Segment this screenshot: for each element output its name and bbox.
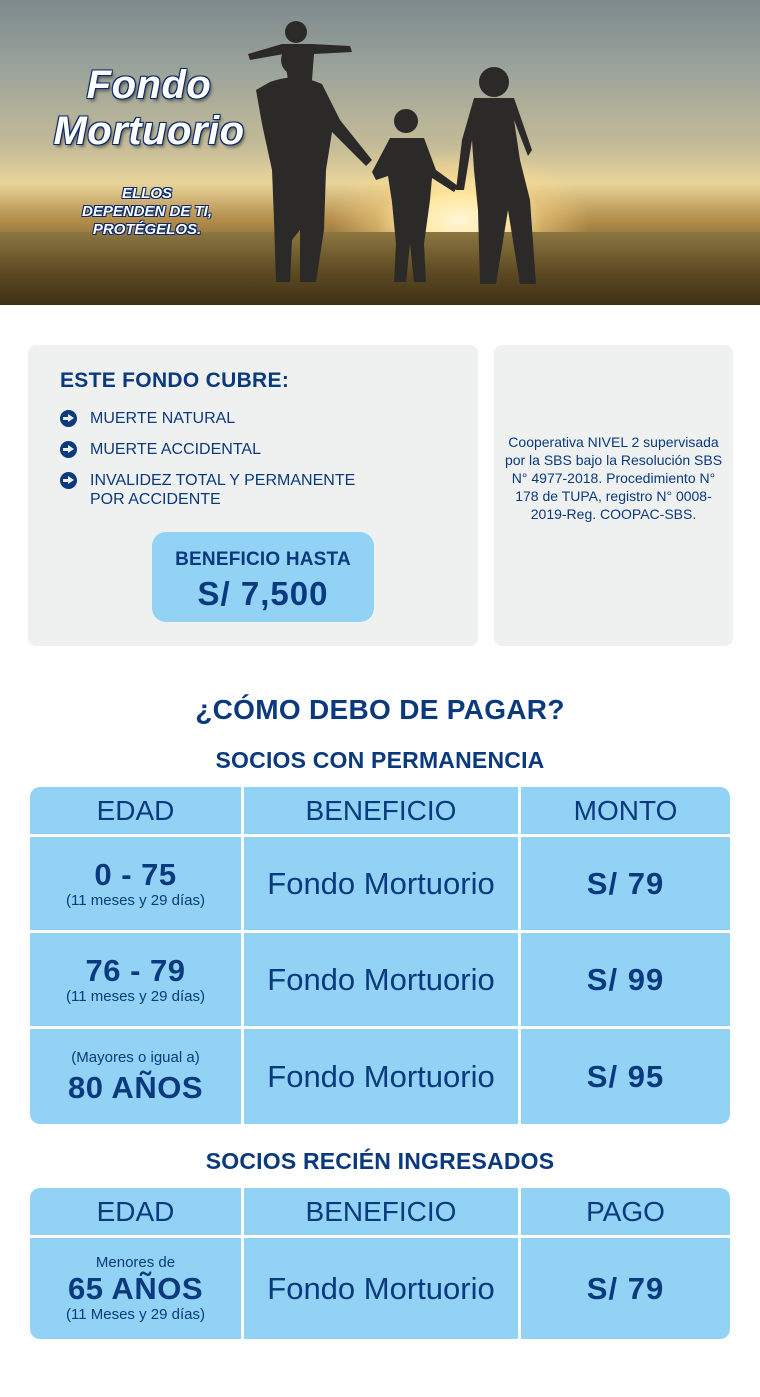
table-row xyxy=(30,1238,730,1339)
amount-cell: S/ 79 xyxy=(521,1238,730,1339)
hero-tagline xyxy=(54,185,240,239)
age-range: 0 - 75 xyxy=(94,856,177,892)
benefit-cell: Fondo Mortuorio xyxy=(244,1029,518,1124)
age-range: 65 AÑOS xyxy=(67,1270,203,1306)
header-cell-payment: PAGO xyxy=(521,1188,730,1235)
table-row xyxy=(30,837,730,930)
age-prefix: Menores de xyxy=(95,1253,176,1271)
age-note: (11 Meses y 29 días) xyxy=(66,1305,205,1323)
amount-cell: S/ 95 xyxy=(521,1029,730,1124)
hero-title xyxy=(34,62,264,154)
hero-title-line2: Mortuorio xyxy=(53,109,245,153)
table-row xyxy=(30,933,730,1026)
regulation-panel xyxy=(494,345,733,646)
arrow-right-icon xyxy=(60,441,77,458)
age-range: 80 AÑOS xyxy=(67,1069,203,1105)
arrow-right-icon xyxy=(60,472,77,489)
table-row xyxy=(30,1029,730,1124)
header-cell-amount: MONTO xyxy=(521,787,730,834)
coverage-item xyxy=(60,409,460,428)
new-members-title: SOCIOS RECIÉN INGRESADOS xyxy=(205,1148,555,1174)
coverage-title: ESTE FONDO CUBRE: xyxy=(60,369,290,392)
coverage-item-label-line2: POR ACCIDENTE xyxy=(90,491,221,508)
arrow-right-icon xyxy=(60,410,77,427)
age-cell xyxy=(30,1238,241,1339)
payment-heading: ¿CÓMO DEBO DE PAGAR? xyxy=(195,694,565,725)
hero-tagline-line2: DEPENDEN DE TI, xyxy=(81,203,213,220)
header-cell-age: EDAD xyxy=(30,787,241,834)
new-members-table xyxy=(30,1188,730,1339)
coverage-item-label: MUERTE ACCIDENTAL xyxy=(90,441,261,458)
permanence-title: SOCIOS CON PERMANENCIA xyxy=(215,747,545,773)
age-note: (11 meses y 29 días) xyxy=(66,891,205,909)
hero-banner xyxy=(0,0,760,305)
benefit-amount: S/ 7,500 xyxy=(197,575,329,612)
coverage-list xyxy=(60,409,460,521)
regulation-text: Cooperativa NIVEL 2 supervisada por la SBS bajo la Resolución SBS N° 4977-2018. Procedimiento N° 178 de TUPA, registro N° 0008-2019-Reg. COOPAC-SBS. xyxy=(504,434,723,522)
benefit-cell: Fondo Mortuorio xyxy=(244,933,518,1026)
amount-cell: S/ 79 xyxy=(521,837,730,930)
permanence-table xyxy=(30,787,730,1124)
age-cell xyxy=(30,933,241,1026)
age-note: (11 meses y 29 días) xyxy=(66,987,205,1005)
benefit-label: BENEFICIO HASTA xyxy=(175,549,351,570)
coverage-item xyxy=(60,440,460,459)
age-prefix: (Mayores o igual a) xyxy=(71,1048,200,1066)
table-header-row xyxy=(30,1188,730,1235)
benefit-cell: Fondo Mortuorio xyxy=(244,1238,518,1339)
table-header-row xyxy=(30,787,730,834)
header-cell-benefit: BENEFICIO xyxy=(244,1188,518,1235)
coverage-item xyxy=(60,471,460,509)
age-cell xyxy=(30,837,241,930)
benefit-cell: Fondo Mortuorio xyxy=(244,837,518,930)
age-cell xyxy=(30,1029,241,1124)
coverage-item-label: INVALIDEZ TOTAL Y PERMANENTE xyxy=(90,472,356,489)
benefit-badge xyxy=(152,532,374,622)
hero-tagline-line1: ELLOS xyxy=(121,185,172,202)
amount-cell: S/ 99 xyxy=(521,933,730,1026)
hero-title-line1: Fondo xyxy=(86,63,212,107)
coverage-item-label: MUERTE NATURAL xyxy=(90,410,236,427)
hero-tagline-line3: PROTÉGELOS. xyxy=(92,221,202,238)
header-cell-age: EDAD xyxy=(30,1188,241,1235)
header-cell-benefit: BENEFICIO xyxy=(244,787,518,834)
age-range: 76 - 79 xyxy=(85,952,186,988)
coverage-panel xyxy=(28,345,478,646)
